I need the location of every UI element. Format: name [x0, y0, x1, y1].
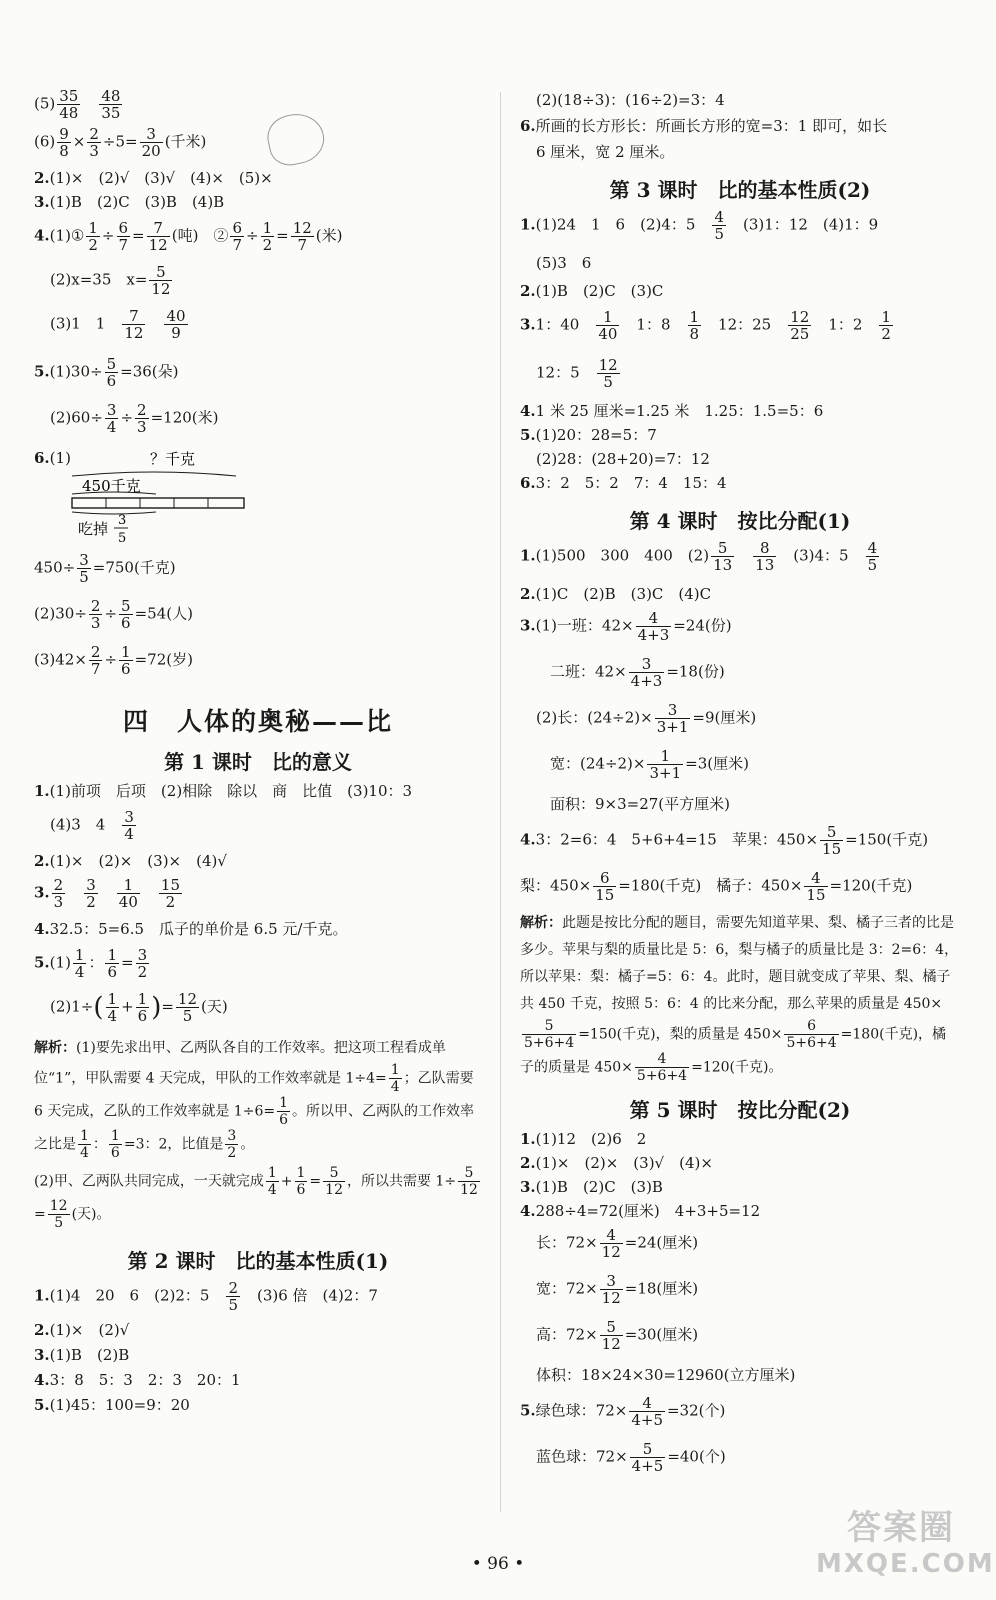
- answer-line: (2)长：(24÷2)× $\frac{3}{3+1}$ =9(厘米): [536, 701, 757, 736]
- numerator: 5: [121, 597, 131, 615]
- fraction: [86, 220, 100, 253]
- answer-line: 二班：42× $\frac{3}{4+3}$ =18(份): [550, 655, 725, 690]
- numerator: 1: [262, 219, 273, 237]
- answer-line: 6.3：2 5：2 7：4 15：4: [520, 474, 727, 492]
- fraction: [73, 947, 87, 980]
- explanation-note: 解析：此题是按比分配的题目，需要先知道苹果、梨、橘子三者的比是多少。苹果与梨的质量比是 5：6，梨与橘子的质量比是 3：2=6：4，所以苹果：梨：橘子=5：6：4。此时，题目就变成了苹果、梨、橘子共 450 千克，按照 5：6：4 的比来分配，那么苹果的质量是 450× $\frac{5}{5+6+4}$ =150(千克)，梨的质量是 450× $\frac{6}{5+6+4}$ =180(千克)，橘子的质量是 450× $\frac{4}{5+6+4}$ =120(千克)。: [520, 915, 959, 1084]
- fraction: [711, 540, 734, 573]
- denominator: 7: [118, 236, 129, 254]
- section-title: 第 1 课时 比的意义: [164, 750, 352, 774]
- answer-line: 6 厘米，宽 2 厘米。: [536, 143, 675, 161]
- numerator: 5: [600, 1319, 623, 1336]
- numerator: 4: [600, 1227, 623, 1244]
- numerator: 5: [458, 1165, 480, 1182]
- answer-line: 5.绿色球：72× $\frac{4}{4+5}$ =32(个): [520, 1394, 726, 1429]
- answer-line: 梨：450× $\frac{6}{15}$ =180(千克) 橘子：450× $\frac{4}{15}$ =120(千克): [520, 869, 913, 904]
- fraction: [866, 540, 880, 573]
- fraction: [266, 1165, 279, 1198]
- diagram-total-label: ？千克: [150, 450, 196, 468]
- numerator: 1: [80, 1128, 89, 1144]
- numerator: 2: [228, 1279, 238, 1297]
- answer-line: 面积：9×3=27(平方厘米): [550, 795, 731, 813]
- numerator: 1: [881, 308, 891, 326]
- fraction: [753, 540, 776, 573]
- answer-line: (2)1÷( $\frac{1}{4}$ + $\frac{1}{6}$ )= $\frac{12}{5}$ (天): [50, 990, 228, 1025]
- numerator: 6: [784, 1018, 838, 1035]
- numerator: 3: [106, 401, 117, 419]
- numerator: 12: [598, 356, 618, 374]
- answer-line: 4.1 米 25 厘米=1.25 米 1.25：1.5=5：6: [520, 402, 824, 420]
- fraction: [99, 88, 122, 121]
- answer-line: 3.1：40 $\frac{1}{40}$ 1：8 $\frac{1}{8}$ 12：25 $\frac{12}{25}$ 1：2 $\frac{1}{2}$: [520, 308, 891, 343]
- fraction: [52, 877, 66, 910]
- fraction: [87, 126, 101, 159]
- answer-line: 4.3：2=6：4 5+6+4=15 苹果：450× $\frac{5}{15}$ =150(千克): [520, 823, 929, 858]
- denominator: 8: [689, 325, 700, 343]
- denominator: 48: [59, 104, 79, 122]
- numerator: 2: [137, 401, 147, 419]
- fraction: [597, 357, 620, 390]
- denominator: 4: [80, 1145, 89, 1161]
- numerator: 5: [711, 540, 734, 557]
- denominator: 2: [262, 236, 273, 254]
- denominator: 12: [325, 1182, 343, 1198]
- numerator: 4: [714, 208, 724, 226]
- answer-line: 2.(1)× (2)√: [34, 1321, 130, 1339]
- denominator: 5+6+4: [786, 1035, 837, 1051]
- numerator: 1: [390, 1062, 400, 1078]
- numerator: 3: [137, 946, 148, 964]
- answer-line: 5.(1)30÷ $\frac{5}{6}$ =36(朵): [34, 355, 179, 390]
- eaten-brace: [72, 512, 156, 514]
- denominator: 12: [601, 1335, 621, 1353]
- fraction: [122, 809, 136, 842]
- fraction: [140, 126, 163, 159]
- denominator: 3: [89, 142, 99, 160]
- segment-bar-diagram: [64, 446, 264, 546]
- numerator: 5: [820, 824, 843, 841]
- fraction: [629, 1395, 665, 1428]
- numerator: 12: [49, 1198, 68, 1214]
- answer-line: 1.(1)前项 后项 (2)相除 除以 商 比值 (3)10：3: [34, 782, 413, 800]
- fraction: [164, 308, 187, 341]
- denominator: 9: [171, 324, 181, 342]
- fraction: [117, 877, 140, 910]
- denominator: 5: [79, 568, 89, 586]
- answer-line: (5) $\frac{35}{48}$ $\frac{48}{35}$: [34, 87, 121, 122]
- fraction: [323, 1165, 345, 1198]
- diagram-eaten-label: 吃掉: [78, 520, 109, 538]
- fraction: [109, 1128, 122, 1161]
- denominator: 5: [182, 1007, 193, 1025]
- numerator: 7: [122, 308, 145, 325]
- fraction: [458, 1165, 480, 1198]
- denominator: 2: [88, 236, 98, 254]
- numerator: 1: [296, 1165, 306, 1181]
- total-brace: [72, 472, 236, 476]
- denominator: 12: [124, 324, 144, 342]
- answer-line: 1.(1)500 300 400 (2) $\frac{5}{13}$ $\frac{8}{13}$ (3)4：5 $\frac{4}{5}$: [520, 539, 878, 574]
- bar-diagram-question: 6.(1) ？千克 450千克 吃掉 3 5: [34, 448, 482, 552]
- answer-line: 4.3：8 5：3 2：3 20：1: [34, 1371, 241, 1389]
- fraction: [636, 610, 672, 643]
- answer-line: 体积：18×24×30=12960(立方厘米): [536, 1366, 796, 1384]
- fraction: [600, 1319, 623, 1352]
- denominator: 6: [106, 372, 117, 390]
- denominator: 20: [141, 142, 161, 160]
- denominator: 12: [601, 1289, 621, 1307]
- numerator: 4: [867, 539, 878, 557]
- numerator: 4: [804, 870, 827, 887]
- numerator: 6: [118, 219, 129, 237]
- diagram-frac-num: 3: [118, 513, 127, 528]
- numerator: 6: [593, 870, 616, 887]
- numerator: 3: [86, 876, 96, 894]
- denominator: 4: [106, 418, 117, 436]
- fraction: [688, 309, 702, 342]
- answer-line: 4.(1)① $\frac{1}{2}$ ÷ $\frac{6}{7}$ = $\frac{7}{12}$ (吨) ② $\frac{6}{7}$ ÷ $\frac{1}{2}$ = $\frac{12}{7}$ (米): [34, 219, 343, 254]
- fraction: [389, 1062, 402, 1095]
- answer-line: (2)60÷ $\frac{3}{4}$ ÷ $\frac{2}{3}$ =120(米): [50, 401, 219, 436]
- denominator: 3: [137, 418, 147, 436]
- numerator: 9: [59, 125, 69, 143]
- denominator: 3: [90, 614, 101, 632]
- denominator: 4+5: [631, 1457, 664, 1475]
- numerator: 4: [635, 1051, 689, 1068]
- fraction: [77, 552, 91, 585]
- answer-line: (6) $\frac{9}{8}$ × $\frac{2}{3}$ ÷5= $\frac{3}{20}$ (千米): [34, 125, 207, 160]
- denominator: 6: [107, 963, 118, 981]
- denominator: 8: [59, 142, 69, 160]
- fraction: [225, 1128, 238, 1161]
- numerator: 15: [160, 876, 180, 894]
- answer-line: 蓝色球：72× $\frac{5}{4+5}$ =40(个): [536, 1440, 726, 1475]
- answer-line: 2.(1)× (2)√ (3)√ (4)× (5)×: [34, 169, 273, 187]
- numerator: 1: [647, 748, 683, 765]
- right-column: [520, 90, 960, 1487]
- fraction: [105, 947, 119, 980]
- numerator: 1: [74, 946, 85, 964]
- fraction: [136, 947, 150, 980]
- fraction: [647, 748, 683, 781]
- numerator: 5: [323, 1165, 345, 1182]
- fraction: [48, 1198, 70, 1231]
- numerator: 1: [689, 308, 700, 326]
- denominator: 4: [124, 825, 134, 843]
- answer-line: 3. $\frac{2}{3}$ $\frac{3}{2}$ $\frac{1}{40}$ $\frac{15}{2}$: [34, 876, 180, 911]
- answer-line: 4.288÷4=72(厘米) 4+3+5=12: [520, 1202, 761, 1220]
- fraction: [119, 644, 133, 677]
- answer-line: (5)3 6: [536, 254, 592, 272]
- answer-line: 3.(1)B (2)C (3)B (4)B: [34, 193, 225, 211]
- denominator: 12: [151, 280, 171, 298]
- answer-line: 高：72× $\frac{5}{12}$ =30(厘米): [536, 1318, 699, 1353]
- fraction: [784, 1018, 838, 1051]
- segment-bar: [72, 498, 244, 508]
- denominator: 2: [227, 1145, 237, 1161]
- denominator: 40: [118, 893, 138, 911]
- numerator: 6: [232, 219, 242, 237]
- fraction: [635, 1051, 689, 1084]
- denominator: 5: [54, 1215, 64, 1231]
- denominator: 4+5: [631, 1411, 663, 1429]
- denominator: 4+3: [630, 672, 663, 690]
- numerator: 2: [90, 597, 101, 615]
- page-number: • 96 •: [471, 1554, 525, 1574]
- section-title: 第 4 课时 按比分配(1): [629, 509, 851, 533]
- numerator: 7: [147, 220, 170, 237]
- answer-line: 2.(1)× (2)× (3)√ (4)×: [520, 1154, 713, 1172]
- fraction: [295, 1165, 308, 1198]
- answer-line: 3.(1)B (2)B: [34, 1346, 130, 1364]
- section-title: 第 3 课时 比的基本性质(2): [609, 178, 871, 202]
- denominator: 2: [881, 325, 891, 343]
- fraction: [136, 991, 150, 1024]
- numerator: 1: [596, 309, 619, 326]
- denominator: 15: [822, 840, 842, 858]
- explanation-note: (2)甲、乙两队共同完成，一天就完成 $\frac{1}{4}$ + $\frac{1}{6}$ = $\frac{5}{12}$ ，所以共需要 1÷ $\frac{5}{12}$ = $\frac{12}{5}$ (天)。: [34, 1165, 478, 1231]
- answer-line: 12：5 $\frac{12}{5}$: [536, 356, 618, 391]
- denominator: 5: [714, 225, 724, 243]
- denominator: 3+1: [649, 764, 682, 782]
- numerator: 2: [89, 125, 99, 143]
- fraction: [596, 309, 619, 342]
- denominator: 13: [755, 556, 775, 574]
- numerator: 4: [636, 610, 672, 627]
- fraction: [593, 870, 616, 903]
- answer-line: 3.(1)B (2)C (3)B: [520, 1178, 663, 1196]
- numerator: 3: [227, 1128, 237, 1144]
- denominator: 3+1: [656, 718, 689, 736]
- fraction: [230, 220, 244, 253]
- column-divider: [500, 92, 501, 1512]
- numerator: 48: [101, 87, 121, 105]
- answer-line: (2)x=35 x= $\frac{5}{12}$: [50, 263, 171, 298]
- fraction: [57, 126, 71, 159]
- numerator: 40: [166, 307, 186, 325]
- answer-line: (3)1 1 $\frac{7}{12}$ $\frac{40}{9}$: [50, 307, 186, 342]
- numerator: 1: [107, 990, 118, 1008]
- fraction: [105, 402, 119, 435]
- diagram-given-label: 450千克: [82, 477, 141, 495]
- numerator: 1: [107, 946, 118, 964]
- denominator: 2: [137, 963, 148, 981]
- fraction: [226, 1280, 240, 1313]
- fraction: [820, 824, 843, 857]
- denominator: 6: [137, 1007, 148, 1025]
- numerator: 8: [753, 540, 776, 557]
- denominator: 7: [297, 236, 307, 254]
- numerator: 3: [124, 808, 134, 826]
- answer-line: 4.32.5：5=6.5 瓜子的单价是 6.5 元/千克。: [34, 920, 348, 938]
- numerator: 1: [279, 1095, 289, 1111]
- denominator: 4: [267, 1182, 277, 1198]
- fraction: [879, 309, 893, 342]
- numerator: 12: [790, 308, 810, 326]
- fraction: [89, 644, 103, 677]
- denominator: 12: [148, 236, 168, 254]
- numerator: 1: [88, 219, 98, 237]
- denominator: 6: [121, 614, 131, 632]
- fraction: [84, 877, 98, 910]
- numerator: 3: [655, 702, 691, 719]
- answer-line: (2)28：(28+20)=7：12: [536, 450, 710, 468]
- numerator: 3: [79, 551, 89, 569]
- section-title: 第 5 课时 按比分配(2): [629, 1098, 851, 1122]
- numerator: 2: [53, 876, 64, 894]
- answer-line: 1.(1)4 20 6 (2)2：5 $\frac{2}{5}$ (3)6 倍 (4)2：7: [34, 1279, 378, 1314]
- fraction: [277, 1095, 290, 1128]
- denominator: 15: [595, 886, 615, 904]
- fraction: [291, 220, 314, 253]
- fraction: [522, 1018, 576, 1051]
- denominator: 6: [110, 1145, 120, 1161]
- denominator: 40: [598, 325, 618, 343]
- fraction: [655, 702, 691, 735]
- denominator: 4+3: [637, 626, 670, 644]
- answer-line: (3)42× $\frac{2}{7}$ ÷ $\frac{1}{6}$ =72(岁): [34, 643, 193, 678]
- denominator: 6: [121, 660, 131, 678]
- answer-line: 3.(1)一班：42× $\frac{4}{4+3}$ =24(份): [520, 609, 732, 644]
- answer-line: 1.(1)12 (2)6 2: [520, 1130, 647, 1148]
- fraction: [804, 870, 827, 903]
- numerator: 3: [600, 1273, 623, 1290]
- numerator: 5: [630, 1441, 666, 1458]
- fraction: [119, 598, 133, 631]
- diagram-frac-den: 5: [118, 531, 127, 546]
- denominator: 25: [790, 325, 810, 343]
- numerator: 1: [267, 1165, 277, 1181]
- answer-line: 长：72× $\frac{4}{12}$ =24(厘米): [536, 1226, 699, 1261]
- numerator: 2: [90, 643, 101, 661]
- denominator: 4: [107, 1007, 118, 1025]
- left-column: [34, 88, 482, 1420]
- answer-line: (2)30÷ $\frac{2}{3}$ ÷ $\frac{5}{6}$ =54(人): [34, 597, 193, 632]
- fraction: [89, 598, 103, 631]
- numerator: 5: [149, 264, 172, 281]
- denominator: 4: [390, 1079, 400, 1095]
- fraction: [105, 356, 119, 389]
- fraction: [788, 309, 811, 342]
- numerator: 5: [522, 1018, 576, 1035]
- watermark-logo: 答案圈 MXQE.COM: [816, 1508, 995, 1579]
- denominator: 5: [867, 556, 878, 574]
- denominator: 3: [53, 893, 64, 911]
- explanation-note: 解析：(1)要先求出甲、乙两队各自的工作效率。把这项工程看成单位“1”，甲队需要 4 天完成，甲队的工作效率就是 1÷4= $\frac{1}{4}$ ；乙队需要 6 天完成，乙队的工作效率就是 1÷6= $\frac{1}{6}$ 。所以甲、乙两队的工作效率之比是 $\frac{1}{4}$ ： $\frac{1}{6}$ =3：2，比值是 $\frac{3}{2}$ 。: [34, 1040, 475, 1161]
- answer-line: 5.(1)20：28=5：7: [520, 426, 657, 444]
- denominator: 7: [90, 660, 101, 678]
- denominator: 6: [296, 1182, 306, 1198]
- fraction: [149, 264, 172, 297]
- denominator: 15: [806, 886, 826, 904]
- fraction: [629, 656, 665, 689]
- answer-line: (2)(18÷3)：(16÷2)=3：4: [536, 91, 725, 109]
- denominator: 12: [460, 1182, 478, 1198]
- fraction: [600, 1227, 623, 1260]
- denominator: 13: [713, 556, 733, 574]
- fraction: [176, 991, 199, 1024]
- denominator: 12: [601, 1243, 621, 1261]
- fraction: [630, 1441, 666, 1474]
- answer-line: 1.(1)24 1 6 (2)4：5 $\frac{4}{5}$ (3)1：12 (4)1：9: [520, 208, 879, 243]
- numerator: 1: [117, 877, 140, 894]
- fraction: [122, 308, 145, 341]
- chapter-title: 四 人体的奥秘——比: [122, 707, 393, 736]
- fraction: [57, 88, 80, 121]
- denominator: 5: [603, 373, 613, 391]
- numerator: 3: [140, 126, 163, 143]
- fraction: [600, 1273, 623, 1306]
- numerator: 1: [121, 643, 131, 661]
- answer-line: 6.所画的长方形长：所画长方形的宽=3：1 即可，如长: [520, 117, 888, 135]
- denominator: 4: [74, 963, 85, 981]
- answer-line: 5.(1) $\frac{1}{4}$ ： $\frac{1}{6}$ = $\frac{3}{2}$: [34, 946, 148, 981]
- fraction: [159, 877, 182, 910]
- fraction: [712, 209, 726, 242]
- fraction: [135, 402, 149, 435]
- numerator: 12: [177, 990, 198, 1008]
- numerator: 35: [59, 87, 79, 105]
- denominator: 5+6+4: [636, 1068, 688, 1084]
- denominator: 5+6+4: [524, 1035, 575, 1051]
- answer-line: 2.(1)C (2)B (3)C (4)C: [520, 585, 712, 603]
- numerator: 1: [110, 1128, 120, 1144]
- answer-line: 2.(1)B (2)C (3)C: [520, 282, 664, 300]
- denominator: 7: [232, 236, 242, 254]
- section-title: 第 2 课时 比的基本性质(1): [127, 1249, 389, 1273]
- answer-line: 5.(1)45：100=9：20: [34, 1396, 190, 1414]
- denominator: 5: [228, 1296, 238, 1314]
- denominator: 2: [165, 893, 176, 911]
- denominator: 2: [86, 893, 96, 911]
- denominator: 6: [279, 1112, 289, 1128]
- numerator: 4: [629, 1395, 665, 1412]
- numerator: 5: [106, 355, 117, 373]
- fraction: [261, 220, 275, 253]
- fraction: [147, 220, 170, 253]
- answer-line: 宽：(24÷2)× $\frac{1}{3+1}$ =3(厘米): [550, 747, 749, 782]
- fraction: [78, 1128, 91, 1161]
- answer-line: (4)3 4 $\frac{3}{4}$: [50, 808, 134, 843]
- denominator: 35: [101, 104, 121, 122]
- numerator: 1: [137, 990, 148, 1008]
- numerator: 3: [629, 656, 665, 673]
- fraction: [106, 991, 120, 1024]
- answer-line: 宽：72× $\frac{3}{12}$ =18(厘米): [536, 1272, 699, 1307]
- numerator: 12: [292, 219, 312, 237]
- answer-line: 2.(1)× (2)× (3)× (4)√: [34, 852, 227, 870]
- answer-line: 450÷ $\frac{3}{5}$ =750(千克): [34, 551, 176, 586]
- fraction: [117, 220, 131, 253]
